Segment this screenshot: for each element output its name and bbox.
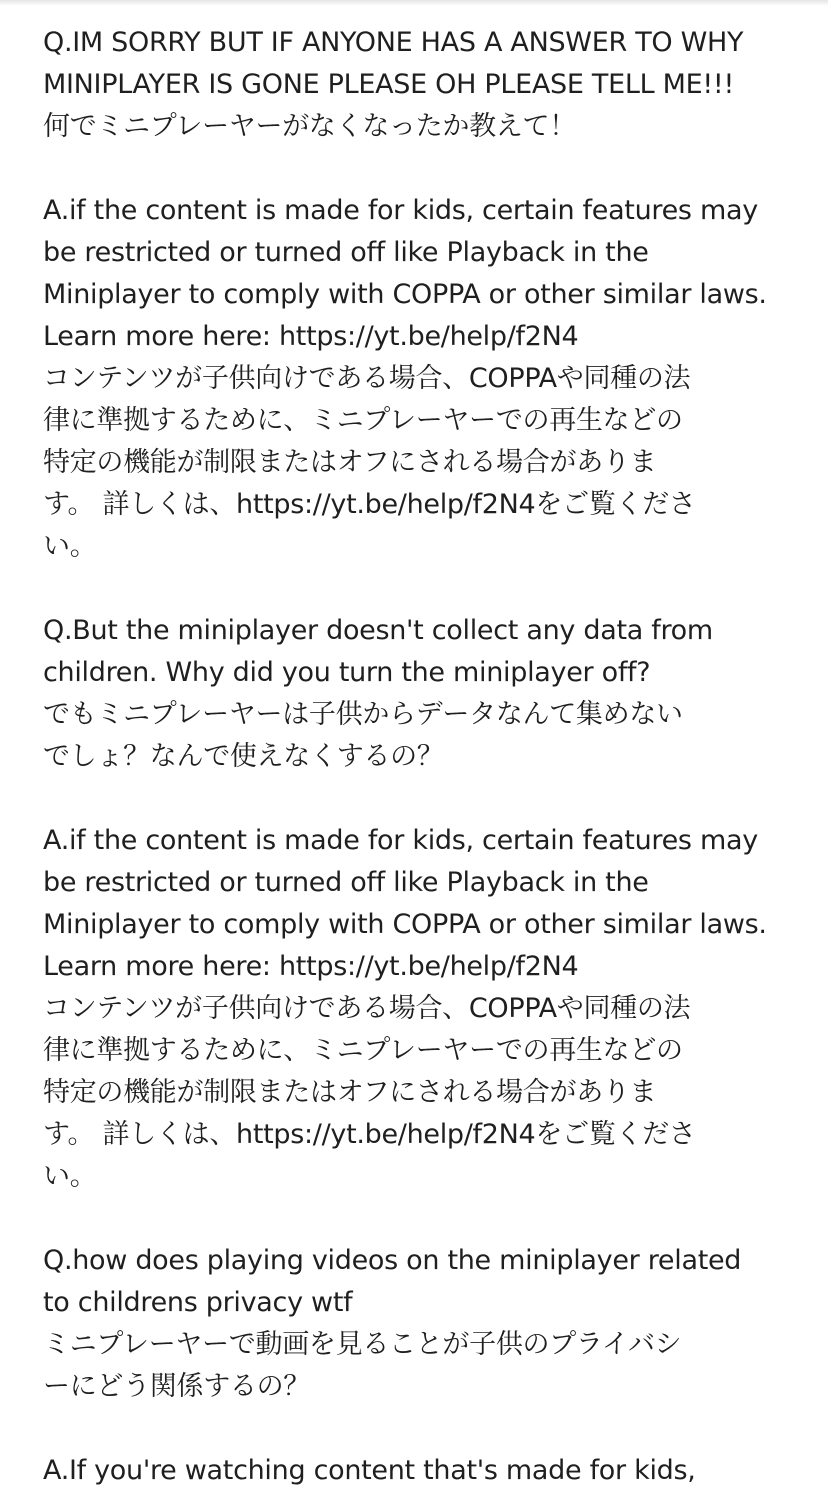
blank-line [43, 1408, 788, 1450]
blank-line [43, 568, 788, 610]
text-line: children. Why did you turn the miniplayer off? [43, 657, 651, 688]
text-line: す。 詳しくは、https://yt.be/help/f2N4をご覧くださ [43, 1119, 696, 1150]
question-1 [43, 22, 788, 148]
text-line: コンテンツが子供向けである場合、COPPAや同種の法 [43, 363, 691, 394]
text-line: 律に準拠するために、ミニプレーヤーでの再生などの [43, 1035, 683, 1066]
text-line: Q.how does playing videos on the miniplayer related [43, 1245, 742, 1276]
comment-text [43, 22, 788, 1492]
text-line: い。 [43, 1161, 97, 1192]
text-line: A.If you're watching content that's made for kids, [43, 1455, 696, 1486]
blank-line [43, 148, 788, 190]
text-line: to childrens privacy wtf [43, 1287, 353, 1318]
text-line: でもミニプレーヤーは子供からデータなんて集めない [43, 699, 683, 730]
text-line: A.if the content is made for kids, certain features may [43, 195, 758, 226]
question-2 [43, 610, 788, 778]
answer-1 [43, 190, 788, 568]
text-line: コンテンツが子供向けである場合、COPPAや同種の法 [43, 993, 691, 1024]
text-line: be restricted or turned off like Playback in the [43, 867, 649, 898]
text-line: ーにどう関係するの？ [43, 1371, 310, 1402]
text-line: Miniplayer to comply with COPPA or other similar laws. [43, 279, 767, 310]
text-line: MINIPLAYER IS GONE PLEASE OH PLEASE TELL ME!!! [43, 69, 734, 100]
text-line: Miniplayer to comply with COPPA or other similar laws. [43, 909, 767, 940]
blank-line [43, 778, 788, 820]
answer-2 [43, 820, 788, 1198]
text-line: 律に準拠するために、ミニプレーヤーでの再生などの [43, 405, 683, 436]
text-line: Q.IM SORRY BUT IF ANYONE HAS A ANSWER TO WHY [43, 27, 744, 58]
top-edge-shadow [0, 0, 828, 6]
text-line: A.if the content is made for kids, certain features may [43, 825, 758, 856]
text-line: 特定の機能が制限またはオフにされる場合がありま [43, 1077, 657, 1108]
question-3 [43, 1240, 788, 1408]
text-line: Learn more here: https://yt.be/help/f2N4 [43, 951, 579, 982]
text-line: Learn more here: https://yt.be/help/f2N4 [43, 321, 579, 352]
text-line: be restricted or turned off like Playback in the [43, 237, 649, 268]
text-line: ミニプレーヤーで動画を見ることが子供のプライバシ [43, 1329, 682, 1360]
answer-3-partial [43, 1450, 788, 1492]
text-line: い。 [43, 531, 97, 562]
text-line: でしょ？なんで使えなくするの？ [43, 741, 444, 772]
text-line: 特定の機能が制限またはオフにされる場合がありま [43, 447, 657, 478]
text-line: Q.But the miniplayer doesn't collect any data from [43, 615, 713, 646]
blank-line [43, 1198, 788, 1240]
text-line: 何でミニプレーヤーがなくなったか教えて！ [43, 111, 576, 142]
text-line: す。 詳しくは、https://yt.be/help/f2N4をご覧くださ [43, 489, 696, 520]
